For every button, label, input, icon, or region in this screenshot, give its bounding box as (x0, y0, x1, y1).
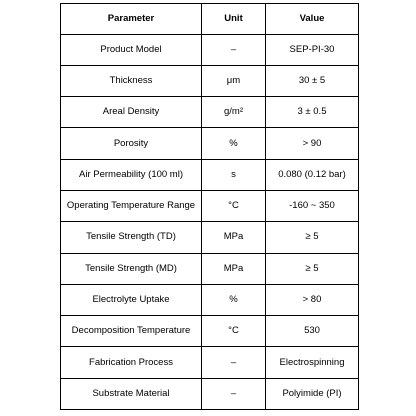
table-row (61, 97, 359, 128)
cell-unit: % (202, 128, 266, 159)
table-row (61, 378, 359, 409)
cell-value: -160 ~ 350 (266, 190, 359, 221)
cell-value: ≥ 5 (266, 253, 359, 284)
cell-value: 30 ± 5 (266, 65, 359, 96)
cell-value: 530 (266, 316, 359, 347)
cell-unit: – (202, 347, 266, 378)
cell-parameter: Air Permeability (100 ml) (61, 159, 202, 190)
table-row (61, 65, 359, 96)
cell-value: ≥ 5 (266, 222, 359, 253)
header-unit: Unit (202, 4, 266, 35)
cell-unit: MPa (202, 253, 266, 284)
specification-table (60, 3, 359, 410)
header-value: Value (266, 4, 359, 35)
cell-value: SEP-PI-30 (266, 34, 359, 65)
cell-parameter: Electrolyte Uptake (61, 284, 202, 315)
cell-unit: °C (202, 316, 266, 347)
cell-value: > 90 (266, 128, 359, 159)
cell-value: 3 ± 0.5 (266, 97, 359, 128)
cell-parameter: Decomposition Temperature (61, 316, 202, 347)
cell-unit: s (202, 159, 266, 190)
table-row (61, 190, 359, 221)
table-row (61, 347, 359, 378)
cell-parameter: Thickness (61, 65, 202, 96)
cell-value: Polyimide (PI) (266, 378, 359, 409)
cell-parameter: Operating Temperature Range (61, 190, 202, 221)
table-row (61, 34, 359, 65)
cell-unit: °C (202, 190, 266, 221)
cell-unit: MPa (202, 222, 266, 253)
table-row (61, 222, 359, 253)
cell-unit: – (202, 34, 266, 65)
cell-value: Electrospinning (266, 347, 359, 378)
cell-unit: % (202, 284, 266, 315)
cell-unit: – (202, 378, 266, 409)
table-row (61, 284, 359, 315)
table-header-row (61, 4, 359, 35)
cell-unit: μm (202, 65, 266, 96)
cell-parameter: Tensile Strength (TD) (61, 222, 202, 253)
cell-value: > 80 (266, 284, 359, 315)
header-parameter: Parameter (61, 4, 202, 35)
cell-parameter: Areal Density (61, 97, 202, 128)
cell-value: 0.080 (0.12 bar) (266, 159, 359, 190)
table-row (61, 128, 359, 159)
table-row (61, 253, 359, 284)
table-row (61, 159, 359, 190)
cell-parameter: Product Model (61, 34, 202, 65)
cell-parameter: Substrate Material (61, 378, 202, 409)
cell-parameter: Porosity (61, 128, 202, 159)
table-row (61, 316, 359, 347)
cell-parameter: Tensile Strength (MD) (61, 253, 202, 284)
cell-unit: g/m² (202, 97, 266, 128)
cell-parameter: Fabrication Process (61, 347, 202, 378)
